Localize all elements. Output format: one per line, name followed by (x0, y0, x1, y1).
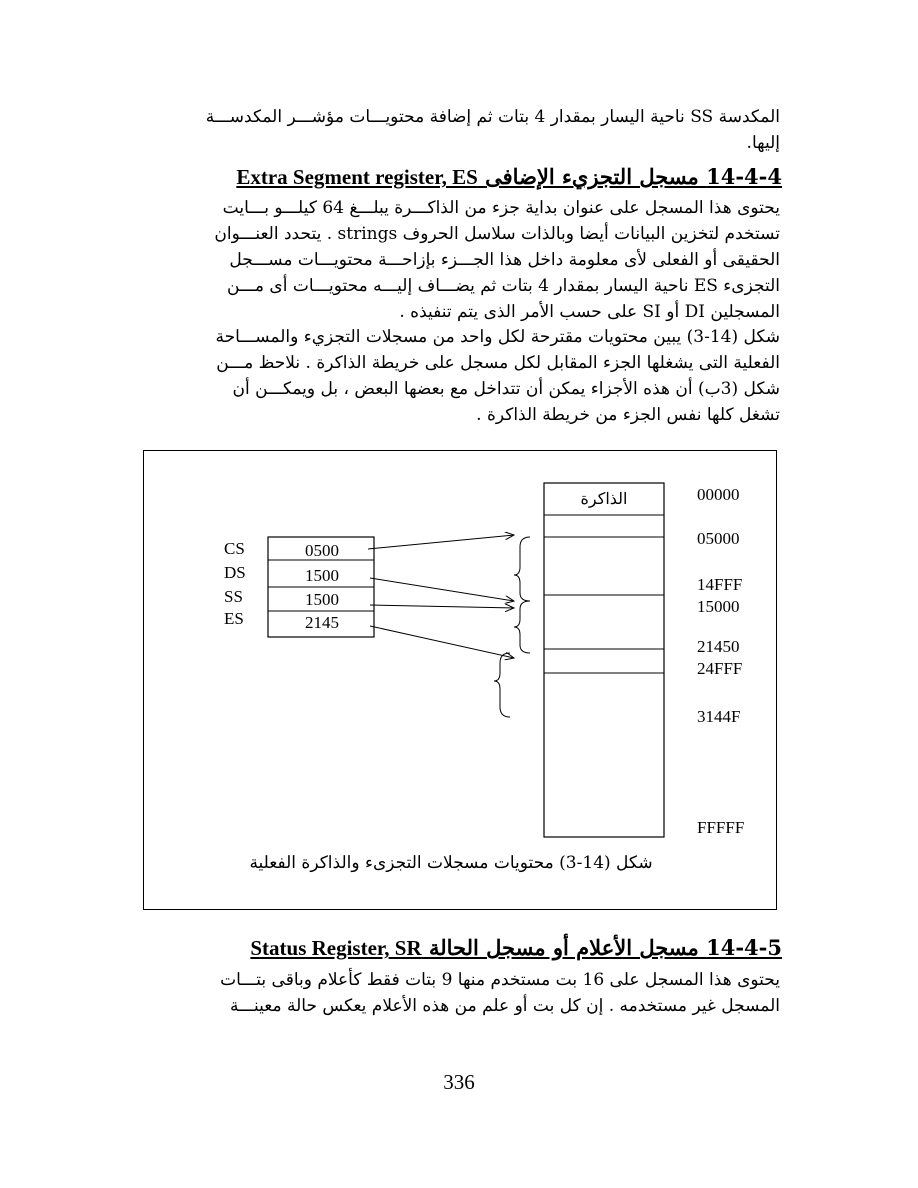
memory-address: 3144F (697, 707, 741, 726)
sr-heading-english: Status Register, SR (250, 936, 422, 960)
page-number: 336 (443, 1070, 475, 1094)
register-name-es: ES (224, 609, 244, 628)
paragraph-line: تستخدم لتخزين البيانات أيضا وبالذات سلاسل الحروف strings . يتحدد العنـــوان (214, 224, 780, 244)
register-value-es: 2145 (305, 613, 339, 632)
memory-address: 24FFF (697, 659, 743, 678)
memory-address: 21450 (697, 637, 740, 656)
ds-ss-segment-brace (514, 601, 530, 653)
es-heading-english: Extra Segment register, ES (236, 165, 478, 189)
paragraph-line: المسجلين DI أو SI على حسب الأمر الذى يتم تنفيذه . (399, 302, 780, 322)
memory-address: 14FFF (697, 575, 743, 594)
paragraph-line: الفعلية التى يشغلها الجزء المقابل لكل مسجل على خريطة الذاكرة . نلاحظ مـــن (216, 353, 780, 373)
cs-segment-brace (514, 537, 530, 601)
paragraph-line: المسجل غير مستخدمه . إن كل بت أو علم من هذه الأعلام يعكس حالة معينـــة (229, 996, 780, 1016)
memory-title: الذاكرة (580, 489, 628, 508)
paragraph-line: الحقيقى أو الفعلى لأى معلومة داخل هذا الجـــزء بإزاحـــة محتويـــات مســـجل (229, 250, 780, 270)
ds-pointer-arrow (370, 578, 514, 601)
paragraph-line: إليها. (746, 133, 780, 153)
register-value-cs: 0500 (305, 541, 339, 560)
es-segment-brace (494, 653, 510, 717)
figure-caption: شكل (14-3) محتويات مسجلات التجزىء والذاكرة الفعلية (249, 853, 653, 873)
top-paragraph (117, 104, 780, 156)
segment-registers-figure (143, 450, 777, 910)
paragraph-line: شكل (14-3) يبين محتويات مقترحة لكل واحد من مسجلات التجزيء والمســـاحة (215, 327, 780, 347)
paragraph-line: يحتوى هذا المسجل على عنوان بداية جزء من الذاكـــرة يبلـــغ 64 كيلـــو بـــايت (222, 198, 780, 218)
register-name-cs: CS (224, 539, 245, 558)
memory-column (544, 483, 664, 837)
paragraph-line: تشغل كلها نفس الجزء من خريطة الذاكرة . (476, 405, 780, 425)
memory-address: 00000 (697, 485, 740, 504)
es-pointer-arrow (370, 626, 514, 658)
register-value-ds: 1500 (305, 566, 339, 585)
paragraph-line: التجزىء ES ناحية اليسار بمقدار 4 بتات ثم يضـــاف إليـــه محتويـــات أى مـــن (227, 276, 780, 296)
register-name-ds: DS (224, 563, 246, 582)
memory-map-diagram (144, 451, 778, 911)
memory-address: FFFFF (697, 818, 745, 837)
paragraph-line: شكل (3ب) أن هذه الأجزاء يمكن أن تتداخل مع بعضها البعض ، بل ويمكـــن أن (232, 379, 780, 399)
memory-address: 05000 (697, 529, 740, 548)
es-paragraph (117, 195, 780, 325)
paragraph-line: يحتوى هذا المسجل على 16 بت مستخدم منها 9 بتات فقط كأعلام وباقى بتـــات (220, 970, 780, 990)
paragraph-line: المكدسة SS ناحية اليسار بمقدار 4 بتات ثم إضافة محتويـــات مؤشـــر المكدســـة (205, 107, 780, 127)
sr-heading-arabic: 14-4-5 مسجل الأعلام أو مسجل الحالة (428, 935, 782, 960)
cs-pointer-arrow (368, 535, 514, 549)
es-heading-arabic: 14-4-4 مسجل التجزيء الإضافى (485, 164, 782, 189)
register-name-ss: SS (224, 587, 243, 606)
es-section-heading (160, 163, 782, 191)
memory-address: 15000 (697, 597, 740, 616)
figure-description-paragraph (117, 324, 780, 428)
sr-section-heading (160, 934, 782, 962)
register-value-ss: 1500 (305, 590, 339, 609)
ss-pointer-arrow (370, 605, 514, 608)
sr-paragraph (117, 967, 780, 1019)
